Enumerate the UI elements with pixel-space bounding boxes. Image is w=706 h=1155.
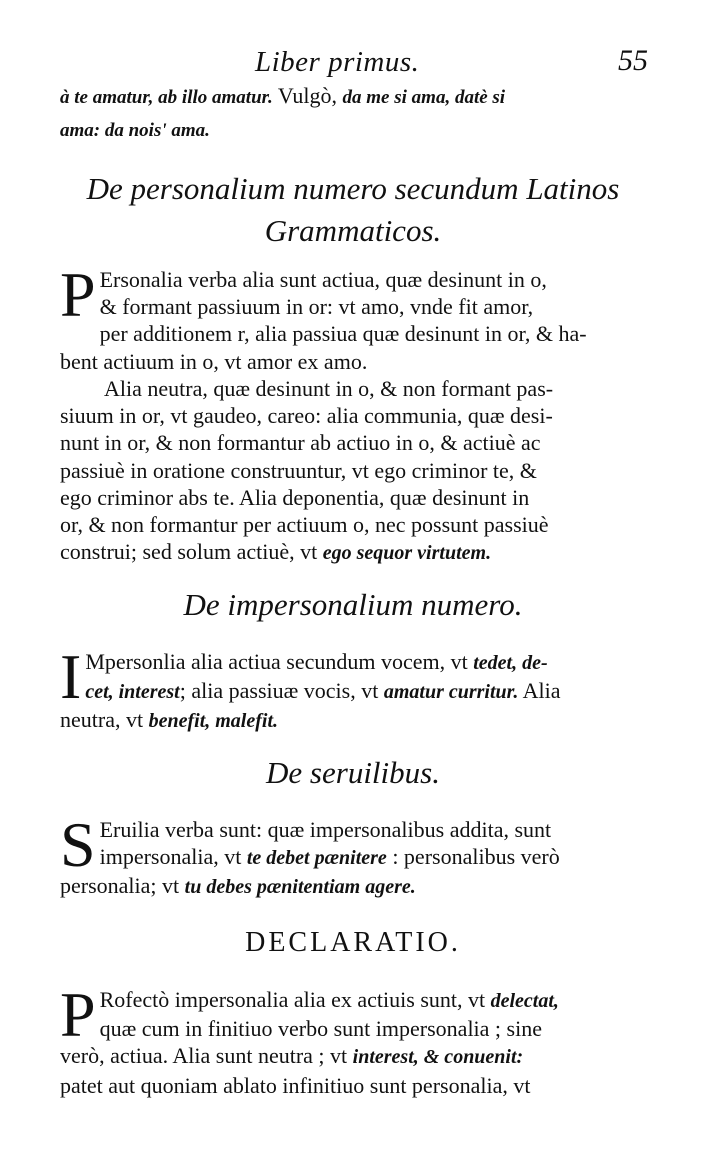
text-line: cet, interest; alia passiuæ vocis, vt amatur curritur. Alia <box>85 678 561 704</box>
drop-cap: P <box>60 979 96 1050</box>
text-line: ama: da nois' ama. <box>60 120 210 141</box>
section-heading: De impersonalium numero. <box>183 587 523 622</box>
drop-cap: P <box>60 259 96 330</box>
text-line: à te amatur, ab illo amatur. Vulgò, da me si ama, datè si <box>60 83 506 108</box>
text-line: Eruilia verba sunt: quæ impersonalibus addita, sunt <box>99 817 552 842</box>
running-title: Liber primus. <box>255 46 420 78</box>
text-line: construi; sed solum actiuè, vt ego sequor virtutem. <box>60 539 492 565</box>
drop-cap: S <box>60 809 96 880</box>
text-line: verò, actiua. Alia sunt neutra ; vt interest, & conuenit: <box>60 1043 524 1069</box>
paragraph: P Ersonalia verba alia sunt actiua, quæ desinunt in o, & formant passiuum in or: vt amo, vnde fit amor, per additionem r, alia passiua quæ desinunt in or, & ha- bent actiuum in o, vt amor ex amo. <box>60 259 587 374</box>
continuation-text <box>60 80 660 146</box>
section-heading: DECLARATIO. <box>245 927 461 958</box>
section-heading: De personalium numero secundum Latinos Grammaticos. <box>86 171 620 248</box>
page-header <box>60 40 666 80</box>
section-heading: De seruilibus. <box>266 755 440 790</box>
text-line: Mpersonlia alia actiua secundum vocem, vt tedet, de- <box>85 649 548 674</box>
paragraph <box>60 979 654 1099</box>
text-line: quæ cum in finitiuo verbo sunt impersonalia ; sine <box>99 1016 542 1042</box>
text-line: personalia; vt tu debes pænitentiam agere. <box>60 873 416 899</box>
page-number: 55 <box>618 44 648 77</box>
text-line: Rofectò impersonalia alia ex actiuis sunt, vt delectat, <box>99 987 559 1012</box>
text-line: neutra, vt benefit, malefit. <box>60 707 279 733</box>
paragraph: Alia neutra, quæ desinunt in o, & non formant pas- siuum in or, vt gaudeo, careo: alia communia, quæ desi- nunt in or, & non formantur ab actiuo in o, & actiuè ac passiuè in oratione construuntur, vt ego criminor te, & ego criminor abs te. Alia deponentia, quæ desinunt in or, & non formantur per actiuum o, nec possunt passiuè construi; sed solum actiuè, vt ego sequor virtutem. <box>60 375 654 567</box>
text-line: impersonalia, vt te debet pænitere : personalibus verò <box>99 844 560 870</box>
paragraph <box>60 641 654 736</box>
text-line: patet aut quoniam ablato infinitiuo sunt personalia, vt <box>60 1072 531 1098</box>
paragraph <box>60 809 654 902</box>
drop-cap: I <box>60 641 82 712</box>
